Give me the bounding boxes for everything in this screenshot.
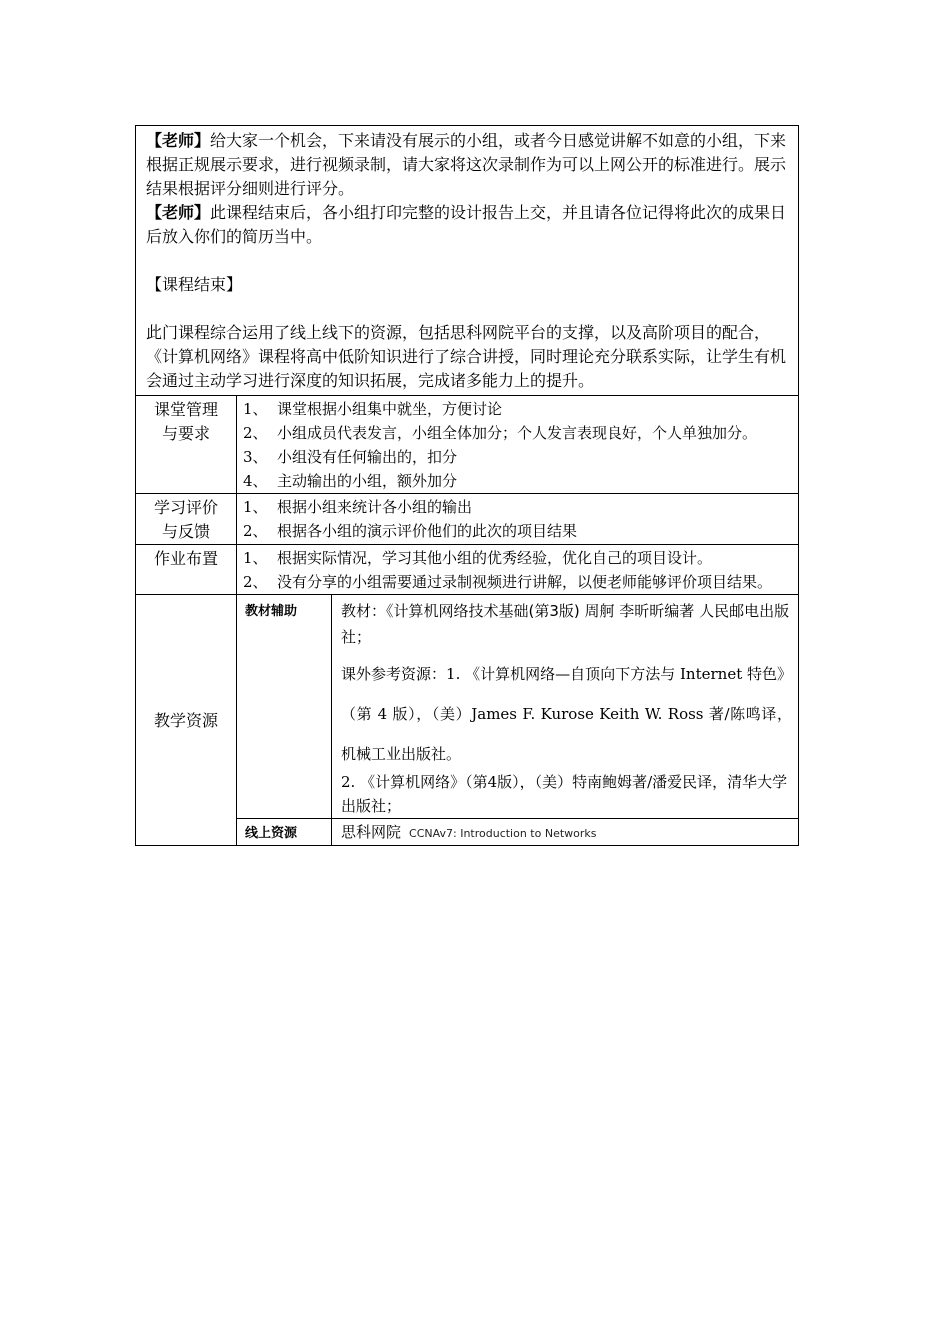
item-text: 课堂根据小组集中就坐，方便讨论	[277, 400, 503, 418]
teacher-tag: 【老师】	[146, 203, 211, 222]
lesson-plan-table	[135, 125, 799, 846]
list-item	[243, 445, 794, 469]
textbook-line	[341, 598, 792, 650]
lesson-plan-document	[135, 125, 798, 846]
homework-row	[136, 545, 799, 595]
list-item	[243, 469, 794, 493]
homework-label: 作业布置	[136, 545, 237, 595]
item-number: 3、	[243, 448, 268, 466]
list-item	[243, 421, 794, 445]
list-item	[243, 519, 794, 543]
textbook-prefix: 教材：	[341, 602, 387, 620]
resources-label: 教学资源	[136, 595, 237, 846]
item-number: 2、	[243, 424, 268, 442]
online-cell	[332, 819, 799, 846]
classroom-list	[237, 396, 799, 494]
evaluation-label	[136, 494, 237, 545]
item-text: 主动输出的小组，额外加分	[277, 472, 458, 490]
textbook-label: 教材辅助	[237, 595, 332, 819]
online-name: 思科网院	[341, 823, 402, 841]
item-text: 根据实际情况，学习其他小组的优秀经验，优化自己的项目设计。	[277, 549, 713, 567]
item-number: 2、	[243, 573, 268, 591]
label-line: 与反馈	[161, 522, 210, 541]
list-item	[243, 495, 794, 519]
evaluation-list	[237, 494, 799, 545]
intro-row	[136, 126, 799, 396]
teacher-paragraph-1	[146, 129, 790, 201]
intro-cell	[136, 126, 799, 396]
item-number: 1、	[243, 549, 268, 567]
teacher-text: 此课程结束后，各小组打印完整的设计报告上交，并且请各位记得将此次的成果日后放入你们的简历当中。	[146, 203, 787, 246]
resources-row	[136, 595, 799, 819]
label-line: 课堂管理	[153, 400, 218, 419]
label-line: 与要求	[161, 424, 210, 443]
item-number: 4、	[243, 472, 268, 490]
item-text: 没有分享的小组需要通过录制视频进行讲解，以便老师能够评价项目结果。	[277, 573, 773, 591]
classroom-row	[136, 396, 799, 494]
evaluation-row	[136, 494, 799, 545]
reference-1: 课外参考资源：1. 《计算机网络—自顶向下方法与 Internet 特色》（第 4 版），（美）James F. Kurose Keith W. Ross 著/陈鸣译，机械工业出版社。	[341, 665, 793, 763]
item-text: 小组没有任何输出的，扣分	[277, 448, 458, 466]
reference-2: 2. 《计算机网络》（第4版），（美）特南鲍姆著/潘爱民译，清华大学出版社；	[341, 773, 788, 815]
textbook-title: 《计算机网络技术基础(第3版) 周舸 李昕昕编著 人民邮电出版社；	[341, 602, 790, 646]
homework-list	[237, 545, 799, 595]
teacher-tag: 【老师】	[146, 131, 211, 150]
spacer	[146, 249, 790, 273]
course-summary: 此门课程综合运用了线上线下的资源，包括思科网院平台的支撑，以及高阶项目的配合，《计算机网络》课程将高中低阶知识进行了综合讲授，同时理论充分联系实际，让学生有机会通过主动学习进行深度的知识拓展，完成诸多能力上的提升。	[146, 323, 787, 390]
item-text: 小组成员代表发言，小组全体加分；个人发言表现良好，个人单独加分。	[277, 424, 758, 442]
teacher-paragraph-2	[146, 201, 790, 249]
list-item	[243, 570, 794, 594]
classroom-label	[136, 396, 237, 494]
item-number: 2、	[243, 522, 268, 540]
spacer	[146, 297, 790, 321]
textbook-cell	[332, 595, 799, 819]
item-text: 根据小组来统计各小组的输出	[277, 498, 473, 516]
teacher-text: 给大家一个机会，下来请没有展示的小组，或者今日感觉讲解不如意的小组，下来根据正规展示要求，进行视频录制，请大家将这次录制作为可以上网公开的标准进行。展示结果根据评分细则进行评分。	[146, 131, 787, 198]
list-item	[243, 397, 794, 421]
label-line: 学习评价	[153, 498, 218, 517]
online-label: 线上资源	[237, 819, 332, 846]
item-number: 1、	[243, 400, 268, 418]
item-text: 根据各小组的演示评价他们的此次的项目结果	[277, 522, 578, 540]
list-item	[243, 546, 794, 570]
course-end-title: 【课程结束】	[146, 275, 243, 294]
online-course: CCNAv7: Introduction to Networks	[409, 827, 597, 840]
item-number: 1、	[243, 498, 268, 516]
